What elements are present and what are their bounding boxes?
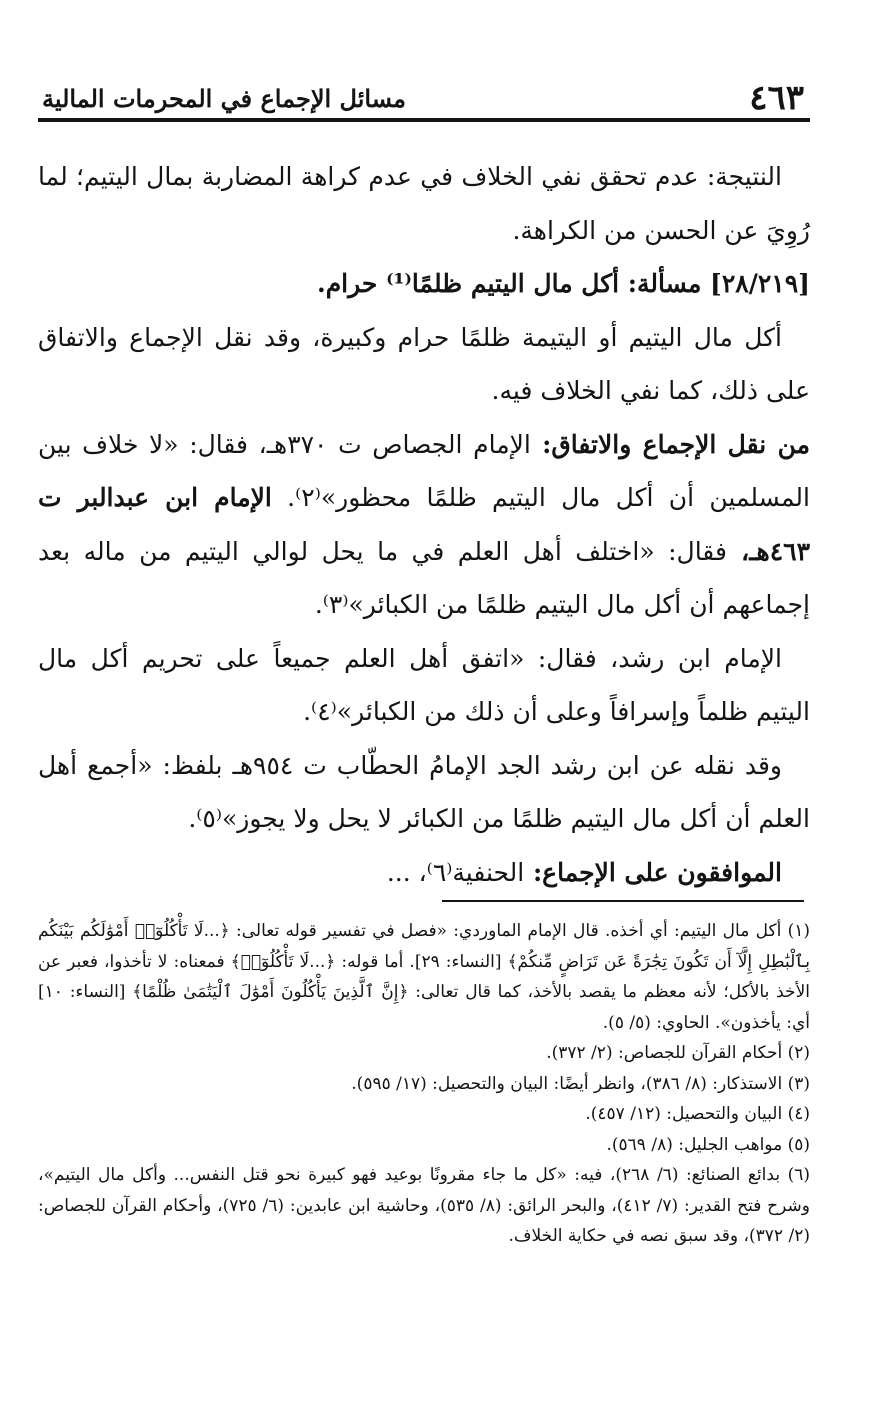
paragraph-ibn-rushd: الإمام ابن رشد، فقال: «اتفق أهل العلم جميعاً على تحريم أكل مال اليتيم ظلماً وإسرافاً وعلى أن ذلك من الكبائر»⁽٤⁾. (38, 643, 810, 726)
transmitters-lead: من نقل الإجماع والاتفاق: (530, 429, 810, 459)
footnote-5: (٥) مواهب الجليل: (٨/ ٥٦٩). (606, 1134, 810, 1155)
footnote-2: (٢) أحكام القرآن للجصاص: (٢/ ٣٧٢). (546, 1043, 810, 1063)
paragraph-result (38, 150, 810, 257)
agreers-lead: الموافقون على الإجماع: (524, 857, 782, 887)
main-text (38, 150, 810, 899)
footnote-separator (442, 900, 804, 902)
transmitter-jassas: الإمام الجصاص ت ٣٧٠هـ، فقال: «لا خلاف بين المسلمين أن أكل مال اليتيم ظلمًا محظور»⁽٢⁾. (38, 429, 810, 512)
agreers-list: الحنفية⁽٦⁾، ... (386, 857, 525, 887)
footnote-6: (٦) بدائع الصنائع: (٦/ ٢٦٨)، فيه: «كل ما جاء مقرونًا بوعيد فهو كبيرة نحو قتل النفس... وأكل مال اليتيم»، وشرح فتح القدير: (٧/ ٤١٢)، والبحر الرائق: (٨/ ٥٣٥)، وحاشية ابن عابدين: (٦/ ٧٢٥)، وأحكام القرآن للجصاص: (٢/ ٣٧٢)، وقد سبق نصه في حكاية الخلاف. (38, 1165, 810, 1246)
footnotes (38, 916, 810, 1252)
transmitter-ibn-abdulbarr-quote: فقال: «اختلف أهل العلم في ما يحل لوالي اليتيم من ماله بعد إجماعهم أن أكل مال اليتيم ظلمًا من الكبائر»⁽٣⁾. (38, 536, 810, 619)
page-number: ٤٦٣ (749, 78, 804, 118)
result-text: النتيجة: عدم تحقق نفي الخلاف في عدم كراهة المضاربة بمال اليتيم؛ لما رُوِيَ عن الحسن من الكراهة. (38, 162, 810, 245)
paragraph-statement: أكل مال اليتيم أو اليتيمة ظلمًا حرام وكبيرة، وقد نقل الإجماع والاتفاق على ذلك، كما نفي الخلاف فيه. (38, 322, 810, 405)
footnote-1: (١) أكل مال اليتيم: أي أخذه. قال الإمام الماوردي: «فصل في تفسير قوله تعالى: ﴿...لَا تَأْكُلُوٓا۟ أَمْوَٰلَكُم بَيْنَكُم بِٱلْبَٰطِلِ إِلَّآ أَن تَكُونَ تِجَٰرَةً عَن تَرَاضٍ مِّنكُمْ﴾ [النساء: ٢٩]. أما قوله: ﴿...لَا تَأْكُلُوٓا۟﴾ فمعناه: لا تأخذوا، فعبر عن الأخذ بالأكل؛ لأنه معظم ما يقصد بالأخذ، كما قال تعالى: ﴿إِنَّ ٱلَّذِينَ يَأْكُلُونَ أَمْوَٰلَ ٱلْيَتَٰمَىٰ ظُلْمًا﴾ [النساء: ١٠] أي: يأخذون». الحاوي: (٥/ ٥). (38, 921, 810, 1033)
paragraph-hattab: وقد نقله عن ابن رشد الجد الإمامُ الحطّاب ت ٩٥٤هـ بلفظ: «أجمع أهل العلم أن أكل مال اليتيم ظلمًا من الكبائر لا يحل ولا يجوز»⁽٥⁾. (38, 750, 810, 833)
paragraph-transmitters (38, 418, 810, 632)
transmitter-ibn-abdulbarr: الإمام ابن عبدالبر ت ٤٦٣هـ، (38, 483, 811, 566)
issue-heading: [٢٨/٢١٩] مسألة: أكل مال اليتيم ظلمًا⁽¹⁾ حرام. (317, 269, 810, 298)
paragraph-agreers (38, 846, 810, 900)
running-title: مسائل الإجماع في المحرمات المالية (42, 84, 406, 113)
footnote-3: (٣) الاستذكار: (٨/ ٣٨٦)، وانظر أيضًا: البيان والتحصيل: (١٧/ ٥٩٥). (351, 1073, 810, 1094)
header-rule (38, 118, 810, 122)
page-header (38, 72, 810, 122)
footnote-4: (٤) البيان والتحصيل: (١٢/ ٤٥٧). (585, 1104, 810, 1124)
